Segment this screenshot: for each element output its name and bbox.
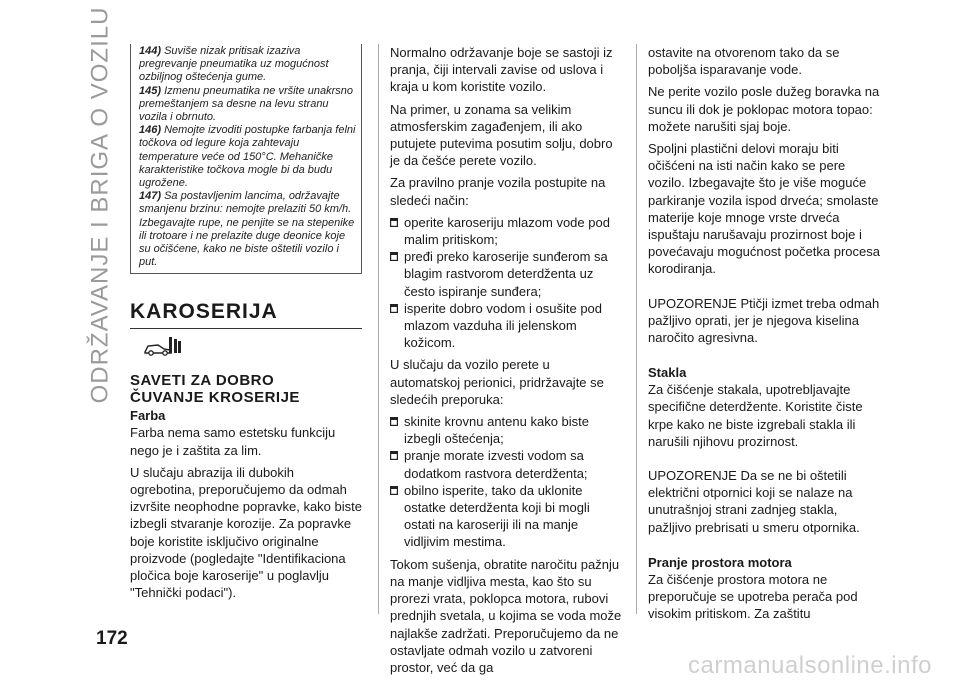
warning-paragraph: UPOZORENJE Ptičji izmet treba odmah pažljivo oprati, jer je njegova kiselina naročito agresivna.	[648, 295, 880, 346]
paragraph: Spoljni plastični delovi moraju biti očišćeni na isti način kako se pere vozilo. Izbegavajte što je više moguće parkiranje vozila ispod drveća; smolaste materije koje mnoge vrste drveća ispuštaju narušavaju prozirnost boje i povećavaju mogućnost početka procesa korodiranja.	[648, 141, 880, 277]
bullet-icon	[390, 304, 398, 313]
column-divider	[378, 44, 379, 614]
paragraph: Farba nema samo estetsku funkciju nego je i zaštita za lim.	[130, 425, 336, 458]
car-wash-icon	[142, 335, 182, 357]
subsection-title: SAVETI ZA DOBRO ČUVANJE KROSERIJE	[130, 372, 300, 407]
paragraph: U slučaju abrazija ili dubokih ogrebotina, preporučujemo da odmah izvršite neophodne popravke, kako biste izbegli stvaranje korozije. Za popravke boje koristite isključivo originalne proizvode (pogledajte "Identifikaciona pločica boje karoserije" u poglavlju "Tehnički podaci").	[130, 464, 362, 601]
column-divider	[636, 44, 637, 614]
section-title: KAROSERIJA	[130, 300, 362, 329]
paragraph: Za čišćenje stakala, upotrebljavajte specifične deterdžente. Koristite čiste krpe kako ne biste izgrebali stakla ili narušili njihovu prozirnost.	[648, 382, 863, 449]
bullet-icon	[390, 486, 398, 495]
paragraph: Za čišćenje prostora motora ne preporučuje se upotreba perača pod visokim pritiskom. Za zaštitu	[648, 571, 858, 622]
heading-stakla: Stakla	[648, 365, 687, 381]
bullet-item: skinite krovnu antenu kako biste izbegli oštećenja;	[390, 413, 622, 447]
chapter-side-title	[80, 6, 120, 404]
heading-pranje-motora: Pranje prostora motora	[648, 554, 792, 570]
paragraph: Na primer, u zonama sa velikim atmosferskim zagađenjem, ili ako putujete putevima posutim solju, dobro je da češće perete vozilo.	[390, 101, 613, 169]
watermark: carmanualsonline.info	[688, 652, 932, 679]
bullet-item: pređi preko karoserije sunđerom sa blagim rastvorom deterdženta uz često ispiranje sunđera;	[390, 248, 622, 300]
paragraph: Ne perite vozilo posle dužeg boravka na suncu ili dok je poklopac motora topao: možete narušiti sjaj boje.	[648, 84, 880, 134]
warning-paragraph: UPOZORENJE Da se ne bi oštetili električni otpornici koji se nalaze na unutrašnjoj strani zadnjeg stakla, pažljivo prebrisati u smeru otpornika.	[648, 468, 860, 535]
paragraph: Za pravilno pranje vozila postupite na sledeći način:	[390, 175, 606, 208]
note-146: 146) Nemojte izvoditi postupke farbanja felni točkova od legure koja zahtevaju temperature veće od 150°C. Mehaničke karakteristike točkova mogle bi da budu ugrožene.	[139, 124, 356, 190]
note-147: 147) Sa postavljenim lancima, održavajte smanjenu brzinu: nemojte prelaziti 50 km/h. Izbegavajte rupe, ne penjite se na stepenike ili trotoare i ne prelazite duge deonice koje su očišćene, kako ne biste oštetili vozilo i put.	[139, 190, 355, 269]
bullet-item: isperite dobro vodom i osušite pod mlazom vazduha ili jelenskom kožicom.	[390, 300, 622, 352]
heading-farba: Farba	[130, 408, 166, 424]
bullet-icon	[390, 218, 398, 227]
bullet-item: pranje morate izvesti vodom sa dodatkom rastvora deterdženta;	[390, 447, 622, 481]
bullet-icon	[390, 252, 398, 261]
paragraph: Tokom sušenja, obratite naročitu pažnju na manje vidljiva mesta, kao što su prorezi vrata, poklopca motora, rubovi prednjih svetala, u kojima se voda može najlakše zadržati. Preporučujemo da ne ostavljate odmah vozilo u zatvoreni prostor, već da ga	[390, 556, 622, 675]
paragraph: U slučaju da vozilo perete u automatskoj perionici, pridržavajte se sledećih preporuka:	[390, 357, 604, 407]
paragraph: Normalno održavanje boje se sastoji iz pranja, čiji intervali zavise od uslova i kraja u kom koristite vozilo.	[390, 45, 613, 95]
note-144: 144) Suviše nizak pritisak izaziva pregrevanje pneumatika uz mogućnost ozbiljnog oštećenja gume.	[139, 45, 329, 84]
page-number: 172	[96, 628, 128, 649]
bullet-item: operite karoseriju mlazom vode pod malim pritiskom;	[390, 214, 622, 248]
bullet-icon	[390, 451, 398, 460]
note-145: 145) Izmenu pneumatika ne vršite unakrsno premeštanjem sa desne na levu stranu vozila i obrnuto.	[139, 84, 354, 124]
chapter-side-title-text: ODRŽAVANJE I BRIGA O VOZILU	[86, 6, 113, 404]
column-1	[130, 44, 362, 606]
column-3	[648, 44, 880, 627]
paragraph: ostavite na otvorenom tako da se poboljša isparavanje vode.	[648, 45, 840, 78]
bullet-icon	[390, 417, 398, 426]
bullet-item: obilno isperite, tako da uklonite ostatke deterdženta koji bi mogli ostati na karoseriji ili na manje vidljivim mestima.	[390, 482, 622, 551]
notes-box	[130, 44, 362, 274]
column-2	[390, 44, 622, 681]
